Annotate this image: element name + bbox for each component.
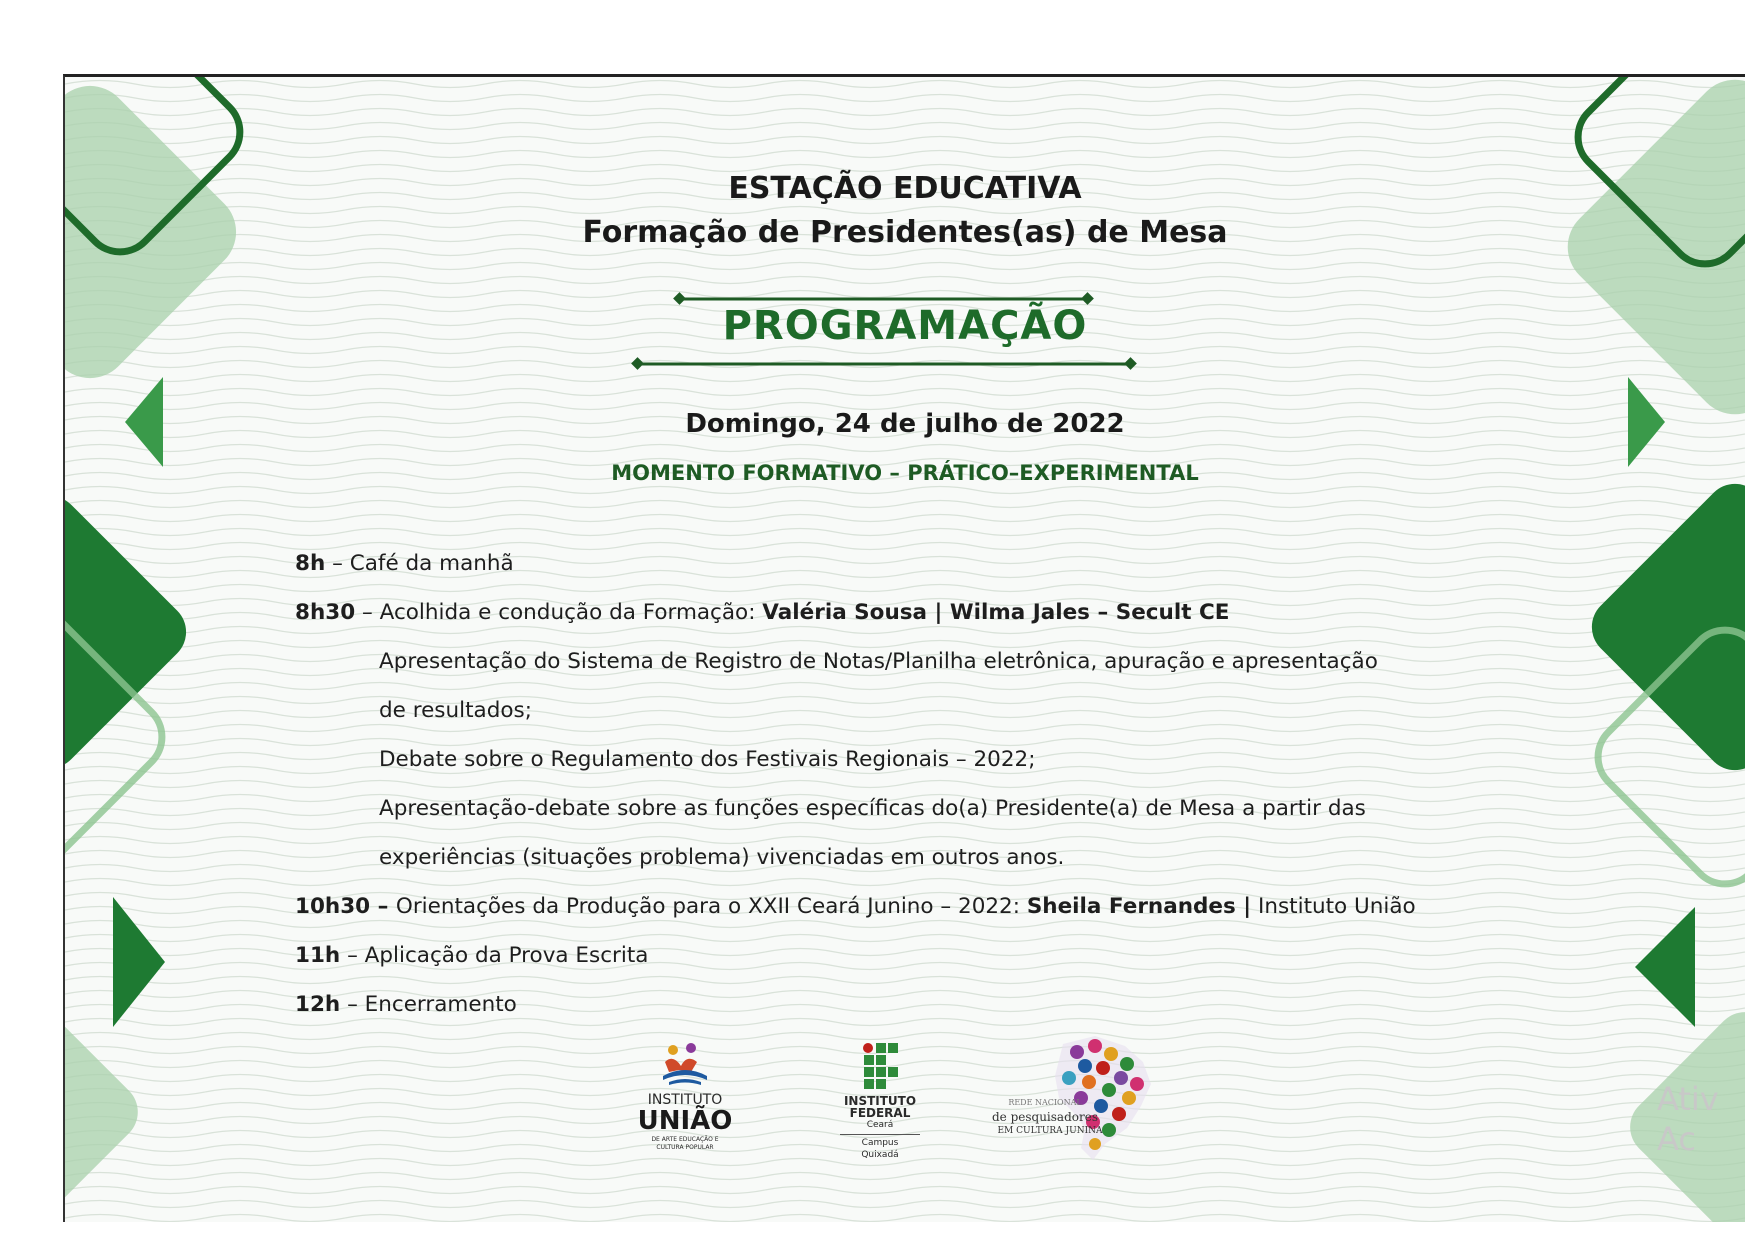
title-line-2: Formação de Presidentes(as) de Mesa [582, 215, 1228, 250]
schedule-time: 8h [295, 551, 326, 576]
schedule-item [295, 931, 1595, 980]
schedule-item [295, 539, 1595, 588]
program-heading: PROGRAMAÇÃO [722, 303, 1088, 349]
uniao-line4: CULTURA POPULAR [656, 1144, 714, 1151]
schedule-speaker: Sheila Fernandes | [1026, 894, 1252, 919]
watermark-line1: Ativ [1657, 1080, 1719, 1118]
ifce-line3: Ceará [866, 1120, 894, 1130]
logo-instituto-uniao [625, 1042, 745, 1162]
schedule-subitem: Apresentação-debate sobre as funções específicas do(a) Presidente(a) de Mesa a partir das [379, 796, 1366, 821]
schedule-text: Encerramento [364, 992, 517, 1017]
ifce-grid-icon [825, 1042, 935, 1092]
ifce-line2: FEDERAL [849, 1106, 911, 1120]
schedule-time: 12h [295, 992, 341, 1017]
rede-line2: de pesquisadores [991, 1110, 1098, 1124]
schedule-item [295, 588, 1595, 637]
schedule-list [295, 539, 1595, 1029]
schedule-speaker: Valéria Sousa | Wilma Jales – Secult CE [762, 600, 1230, 625]
program-flyer [63, 74, 1745, 1222]
event-subtitle: MOMENTO FORMATIVO – PRÁTICO–EXPERIMENTAL [611, 461, 1199, 485]
schedule-sep: – [355, 600, 380, 625]
schedule-time: 10h30 [295, 894, 371, 919]
ifce-line5: Quixadá [861, 1150, 899, 1160]
schedule-item [295, 980, 1595, 1029]
uniao-line3: DE ARTE EDUCAÇÃO E [651, 1136, 719, 1143]
schedule-text: Orientações da Produção para o XXII Ceará Junino – 2022: [395, 894, 1027, 919]
logo-rede-nacional [985, 1032, 1185, 1172]
schedule-sep: – [325, 551, 350, 576]
schedule-tail: Instituto União [1251, 894, 1416, 919]
ifce-line4: Campus [861, 1138, 899, 1148]
watermark [1657, 1079, 1719, 1159]
logo-ifce [825, 1042, 935, 1172]
schedule-subitem: Debate sobre o Regulamento dos Festivais Regionais – 2022; [379, 747, 1036, 772]
watermark-line2: Ac [1657, 1120, 1696, 1158]
schedule-sep: – [340, 943, 365, 968]
uniao-emblem-icon [625, 1042, 745, 1092]
schedule-time: 8h30 [295, 600, 356, 625]
event-date: Domingo, 24 de julho de 2022 [685, 409, 1125, 439]
schedule-subitem: de resultados; [379, 698, 532, 723]
ifce-divider [840, 1134, 920, 1135]
schedule-subitem: Apresentação do Sistema de Registro de Notas/Planilha eletrônica, apuração e apresentação [379, 649, 1378, 674]
uniao-line1: INSTITUTO [647, 1092, 723, 1108]
schedule-sep: – [340, 992, 365, 1017]
rede-line1: REDE NACIONAL [1008, 1098, 1082, 1107]
schedule-sep: – [370, 894, 396, 919]
schedule-item [295, 882, 1595, 931]
schedule-text: Aplicação da Prova Escrita [364, 943, 649, 968]
schedule-text: Acolhida e condução da Formação: [379, 600, 763, 625]
rede-line3: EM CULTURA JUNINA [997, 1126, 1103, 1136]
schedule-time: 11h [295, 943, 341, 968]
title-line-1: ESTAÇÃO EDUCATIVA [728, 171, 1082, 206]
uniao-line2: UNIÃO [637, 1106, 733, 1136]
ifce-line1: INSTITUTO [843, 1094, 917, 1108]
schedule-text: Café da manhã [349, 551, 514, 576]
schedule-subitem: experiências (situações problema) vivenciadas em outros anos. [379, 845, 1065, 870]
